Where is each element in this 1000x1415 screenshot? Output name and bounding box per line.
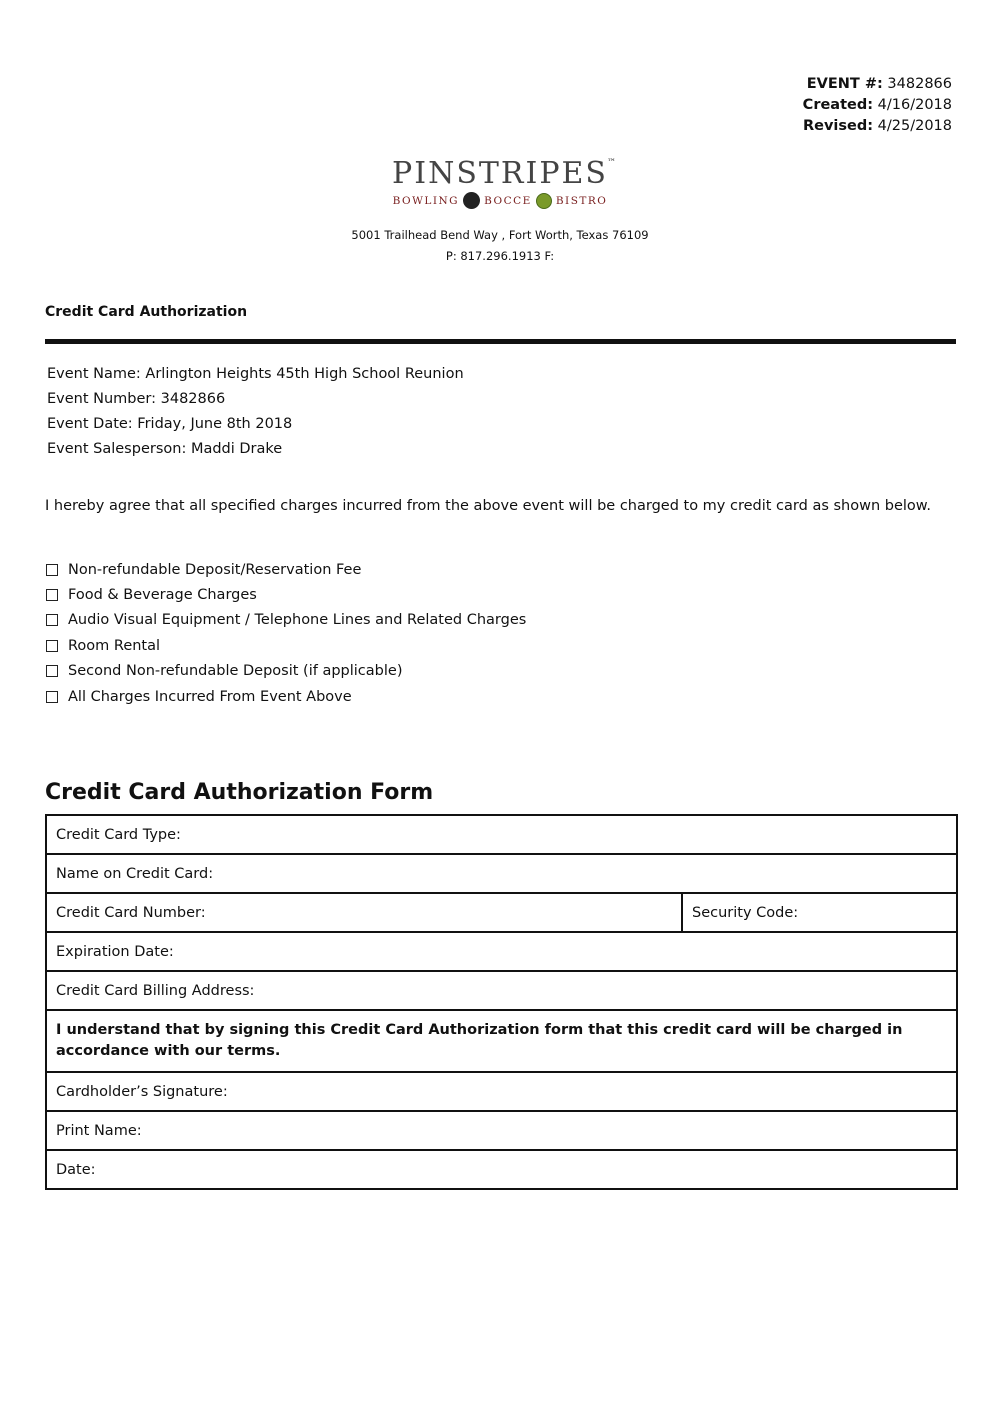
logo-bocce: BOCCE (484, 194, 532, 207)
charge-item (46, 582, 526, 607)
event-meta (803, 74, 952, 137)
date-field[interactable]: Date: (46, 1150, 957, 1189)
checkbox[interactable] (46, 614, 58, 626)
charge-label: Second Non-refundable Deposit (if applicable) (68, 663, 403, 680)
divider (45, 339, 956, 344)
event-number-label: EVENT #: (806, 76, 883, 92)
security-code-field[interactable]: Security Code: (682, 893, 957, 932)
event-number: Event Number: 3482866 (47, 391, 226, 407)
pinstripes-logo (0, 156, 1000, 209)
logo-trademark: ™ (606, 158, 616, 168)
event-date: Event Date: Friday, June 8th 2018 (47, 416, 293, 432)
revised-line (803, 116, 952, 137)
checkbox[interactable] (46, 589, 58, 601)
revised-value: 4/25/2018 (877, 118, 952, 134)
charge-label: Food & Beverage Charges (68, 587, 257, 604)
event-name: Event Name: Arlington Heights 45th High School Reunion (47, 366, 464, 382)
charge-label: Audio Visual Equipment / Telephone Lines and Related Charges (68, 612, 527, 629)
authorization-notice: I understand that by signing this Credit Card Authorization form that this credit card will be charged in accordance with our terms. (46, 1010, 957, 1072)
logo-tagline (0, 192, 1000, 209)
logo-name: PINSTRIPES (392, 156, 608, 191)
checkbox[interactable] (46, 691, 58, 703)
name-on-card-field[interactable]: Name on Credit Card: (46, 854, 957, 893)
expiration-date-field[interactable]: Expiration Date: (46, 932, 957, 971)
bocce-ball-icon (536, 193, 552, 209)
checkbox[interactable] (46, 665, 58, 677)
event-salesperson: Event Salesperson: Maddi Drake (47, 441, 283, 457)
event-number-value: 3482866 (887, 76, 952, 92)
agreement-text: I hereby agree that all specified charges incurred from the above event will be charged to my credit card as shown below. (45, 498, 931, 514)
charges-checklist (46, 557, 526, 709)
card-number-field[interactable]: Credit Card Number: (46, 893, 682, 932)
created-line (803, 95, 952, 116)
address-line: 5001 Trailhead Bend Way , Fort Worth, Texas 76109 (351, 228, 649, 242)
created-value: 4/16/2018 (877, 97, 952, 113)
charge-item (46, 608, 526, 633)
signature-field[interactable]: Cardholder’s Signature: (46, 1072, 957, 1111)
created-label: Created: (802, 97, 874, 113)
logo-bowling: BOWLING (392, 194, 460, 207)
logo-bistro: BISTRO (555, 194, 608, 207)
bowling-ball-icon (463, 192, 480, 209)
section-title: Credit Card Authorization (45, 304, 248, 320)
card-type-field[interactable]: Credit Card Type: (46, 815, 957, 854)
charge-item (46, 557, 526, 582)
charge-item (46, 684, 526, 709)
authorization-form (45, 814, 958, 1190)
charge-label: Room Rental (68, 637, 161, 654)
checkbox[interactable] (46, 640, 58, 652)
revised-label: Revised: (802, 118, 874, 134)
billing-address-field[interactable]: Credit Card Billing Address: (46, 971, 957, 1010)
event-info (47, 362, 464, 462)
event-number-line (803, 74, 952, 95)
venue-address (0, 225, 1000, 267)
print-name-field[interactable]: Print Name: (46, 1111, 957, 1150)
charge-label: All Charges Incurred From Event Above (68, 688, 352, 705)
form-title: Credit Card Authorization Form (45, 780, 434, 805)
charge-item (46, 633, 526, 658)
charge-item (46, 659, 526, 684)
checkbox[interactable] (46, 564, 58, 576)
phone-line: P: 817.296.1913 F: (445, 249, 555, 263)
charge-label: Non-refundable Deposit/Reservation Fee (68, 561, 362, 578)
